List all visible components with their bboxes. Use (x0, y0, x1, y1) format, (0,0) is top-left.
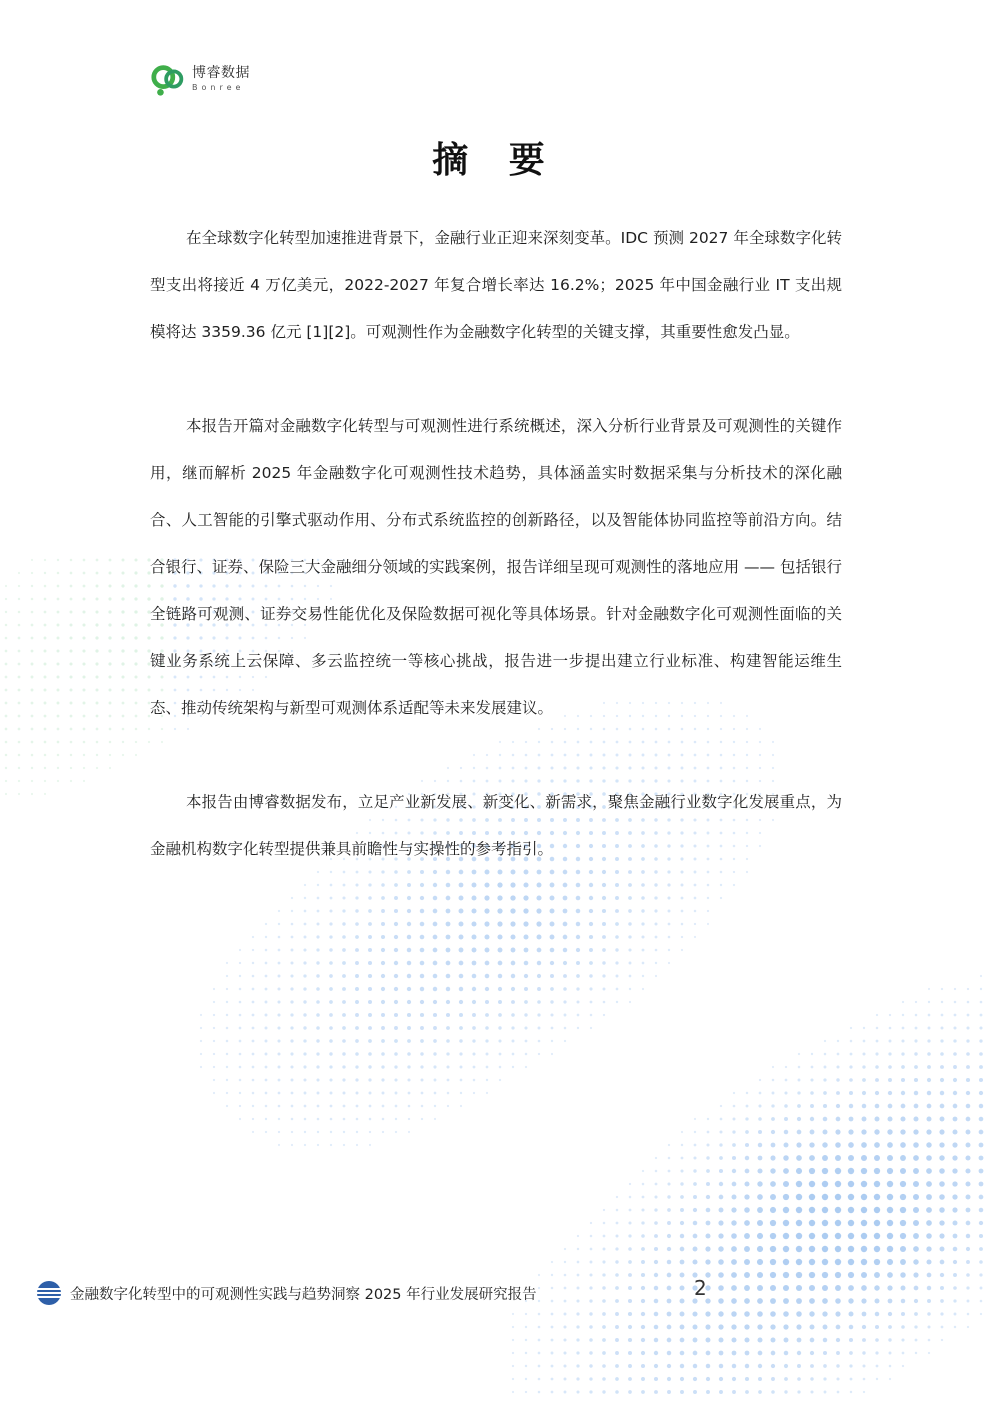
brand-name: 博睿数据 (192, 65, 250, 81)
globe-icon (36, 1280, 62, 1306)
abstract-paragraph-2: 本报告开篇对金融数字化转型与可观测性进行系统概述，深入分析行业背景及可观测性的关键作用，继而解析 2025 年金融数字化可观测性技术趋势，具体涵盖实时数据采集与分析技术的深化融合、人工智能的引擎式驱动作用、分布式系统监控的创新路径，以及智能体协同监控等前沿方向。结合银行、证券、保险三大金融细分领域的实践案例，报告详细呈现可观测性的落地应用 —— 包括银行全链路可观测、证券交易性能优化及保险数据可视化等具体场景。针对金融数字化可观测性面临的关键业务系统上云保障、多云监控统一等核心挑战，报告进一步提出建立行业标准、构建智能运维生态、推动传统架构与新型可观测体系适配等未来发展建议。 (150, 417, 842, 717)
abstract-paragraph-3: 本报告由博睿数据发布，立足产业新发展、新变化、新需求，聚焦金融行业数字化发展重点，为金融机构数字化转型提供兼具前瞻性与实操性的参考指引。 (150, 793, 842, 858)
bonree-logo-icon (150, 60, 188, 98)
abstract-paragraph-1: 在全球数字化转型加速推进背景下，金融行业正迎来深刻变革。IDC 预测 2027 年全球数字化转型支出将接近 4 万亿美元，2022-2027 年复合增长率达 16.2%；2025 年中国金融行业 IT 支出规模将达 3359.36 亿元 [1][2]。可观测性作为金融数字化转型的关键支撑，其重要性愈发凸显。 (150, 229, 842, 341)
page-title: 摘 要 (432, 140, 559, 181)
brand-logo (150, 60, 250, 98)
page-footer (36, 1280, 537, 1306)
footer-report-title: 金融数字化转型中的可观测性实践与趋势洞察 2025 年行业发展研究报告 (70, 1286, 537, 1303)
abstract-body (150, 215, 842, 920)
brand-english-name: Bonree (192, 83, 245, 92)
page-number: 2 (694, 1276, 707, 1300)
